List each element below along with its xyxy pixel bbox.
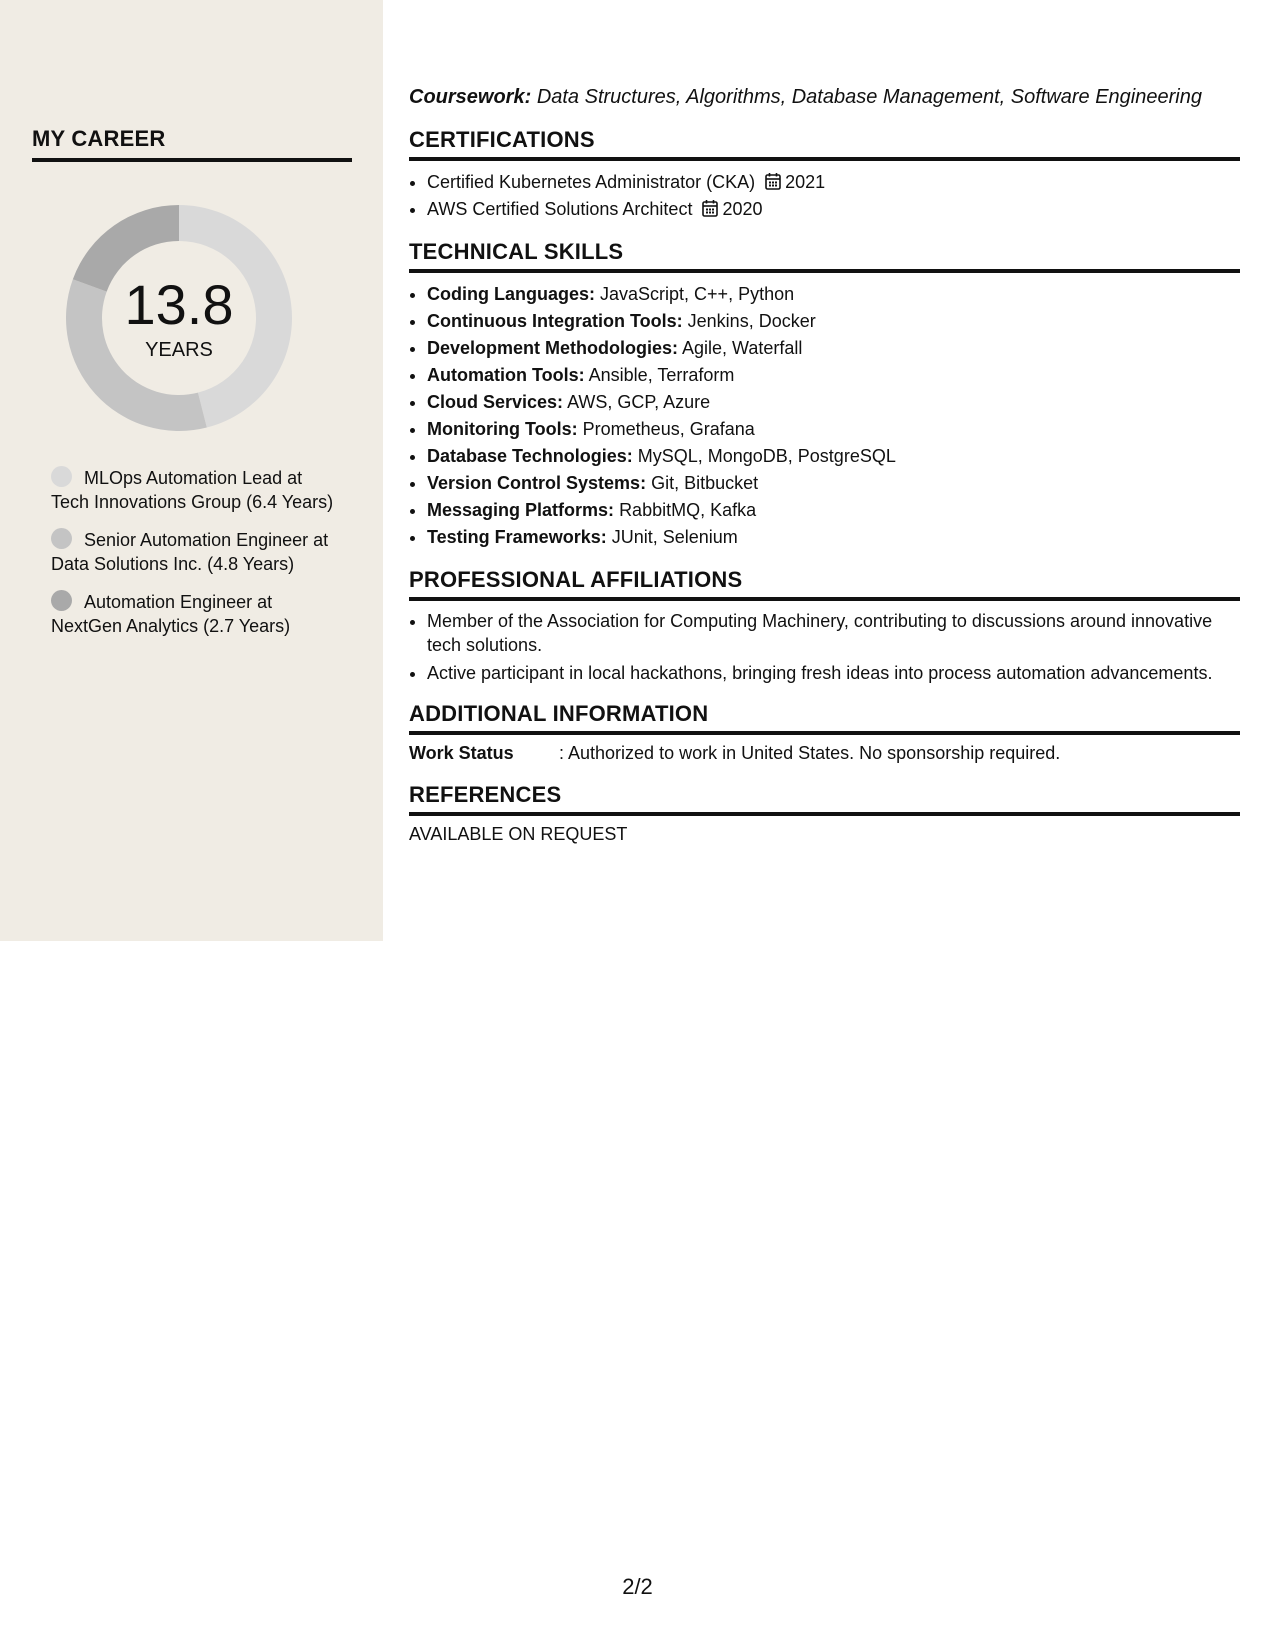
skill-label: Database Technologies: [427, 446, 633, 466]
list-item [427, 196, 1240, 223]
legend-label: Senior Automation Engineer at Data Solutions Inc. (4.8 Years) [51, 530, 329, 574]
certification-name: AWS Certified Solutions Architect [427, 199, 693, 219]
work-status-value: : Authorized to work in United States. No sponsorship required. [559, 743, 1061, 763]
total-years-value: 13.8 [124, 273, 234, 336]
skill-value: JUnit, Selenium [611, 527, 738, 547]
list-item [427, 470, 1240, 497]
technical-skills-list [409, 281, 1240, 551]
list-item [427, 416, 1240, 443]
references-text: AVAILABLE ON REQUEST [409, 824, 628, 844]
work-status-row [409, 743, 1240, 764]
skill-label: Continuous Integration Tools: [427, 311, 683, 331]
list-item: • Active participant in local hackathons, bringing fresh ideas into process automation advancements. [427, 661, 1240, 685]
calendar-icon [702, 199, 718, 217]
career-legend [51, 466, 336, 652]
certifications-heading: CERTIFICATIONS [409, 127, 1240, 161]
list-item [427, 169, 1240, 196]
technical-skills-heading: TECHNICAL SKILLS [409, 239, 1240, 273]
list-item [427, 362, 1240, 389]
skill-value: Git, Bitbucket [651, 473, 759, 493]
affiliations-list [409, 609, 1240, 685]
skill-label: Development Methodologies: [427, 338, 679, 358]
list-item [427, 389, 1240, 416]
list-item [427, 497, 1240, 524]
affiliations-heading: PROFESSIONAL AFFILIATIONS [409, 567, 1240, 601]
skill-value: RabbitMQ, Kafka [619, 500, 757, 520]
skill-value: Jenkins, Docker [687, 311, 816, 331]
career-title: MY CAREER [32, 126, 352, 162]
coursework-line [409, 86, 1240, 109]
skill-value: Prometheus, Grafana [582, 419, 755, 439]
skill-label: Coding Languages: [427, 284, 595, 304]
career-sidebar [0, 0, 383, 941]
skill-label: Version Control Systems: [427, 473, 647, 493]
skill-value: Agile, Waterfall [682, 338, 803, 358]
coursework-label: Coursework: [409, 86, 532, 108]
certification-year: 2021 [785, 172, 826, 192]
skill-value: MySQL, MongoDB, PostgreSQL [637, 446, 896, 466]
list-item [427, 524, 1240, 551]
legend-item [51, 466, 336, 514]
legend-label: MLOps Automation Lead at Tech Innovations Group (6.4 Years) [51, 468, 334, 512]
page-number: 2/2 [622, 1574, 653, 1599]
skill-value: AWS, GCP, Azure [567, 392, 711, 412]
list-item [427, 281, 1240, 308]
skill-label: Testing Frameworks: [427, 527, 607, 547]
certification-year: 2020 [722, 199, 763, 219]
resume-main [409, 86, 1240, 845]
legend-dot-role-1 [51, 466, 72, 487]
legend-item [51, 590, 336, 638]
skill-label: Cloud Services: [427, 392, 564, 412]
legend-label: Automation Engineer at NextGen Analytics (2.7 Years) [51, 592, 291, 636]
skill-label: Automation Tools: [427, 365, 585, 385]
list-item [427, 335, 1240, 362]
additional-info-heading: ADDITIONAL INFORMATION [409, 701, 1240, 735]
skill-value: Ansible, Terraform [588, 365, 735, 385]
legend-dot-role-2 [51, 528, 72, 549]
certification-name: Certified Kubernetes Administrator (CKA) [427, 172, 756, 192]
skill-value: JavaScript, C++, Python [600, 284, 795, 304]
legend-dot-role-3 [51, 590, 72, 611]
list-item: • Member of the Association for Computing Machinery, contributing to discussions around innovative tech solutions. [427, 609, 1240, 657]
list-item [427, 443, 1240, 470]
list-item [427, 308, 1240, 335]
calendar-icon [765, 172, 781, 190]
work-status-label: Work Status [409, 743, 514, 763]
legend-item [51, 528, 336, 576]
skill-label: Monitoring Tools: [427, 419, 578, 439]
skill-label: Messaging Platforms: [427, 500, 615, 520]
references-heading: REFERENCES [409, 782, 1240, 816]
certifications-list [409, 169, 1240, 223]
career-donut-chart [66, 205, 292, 431]
coursework-text: Data Structures, Algorithms, Database Management, Software Engineering [536, 86, 1202, 108]
total-years-unit: YEARS [145, 339, 213, 361]
